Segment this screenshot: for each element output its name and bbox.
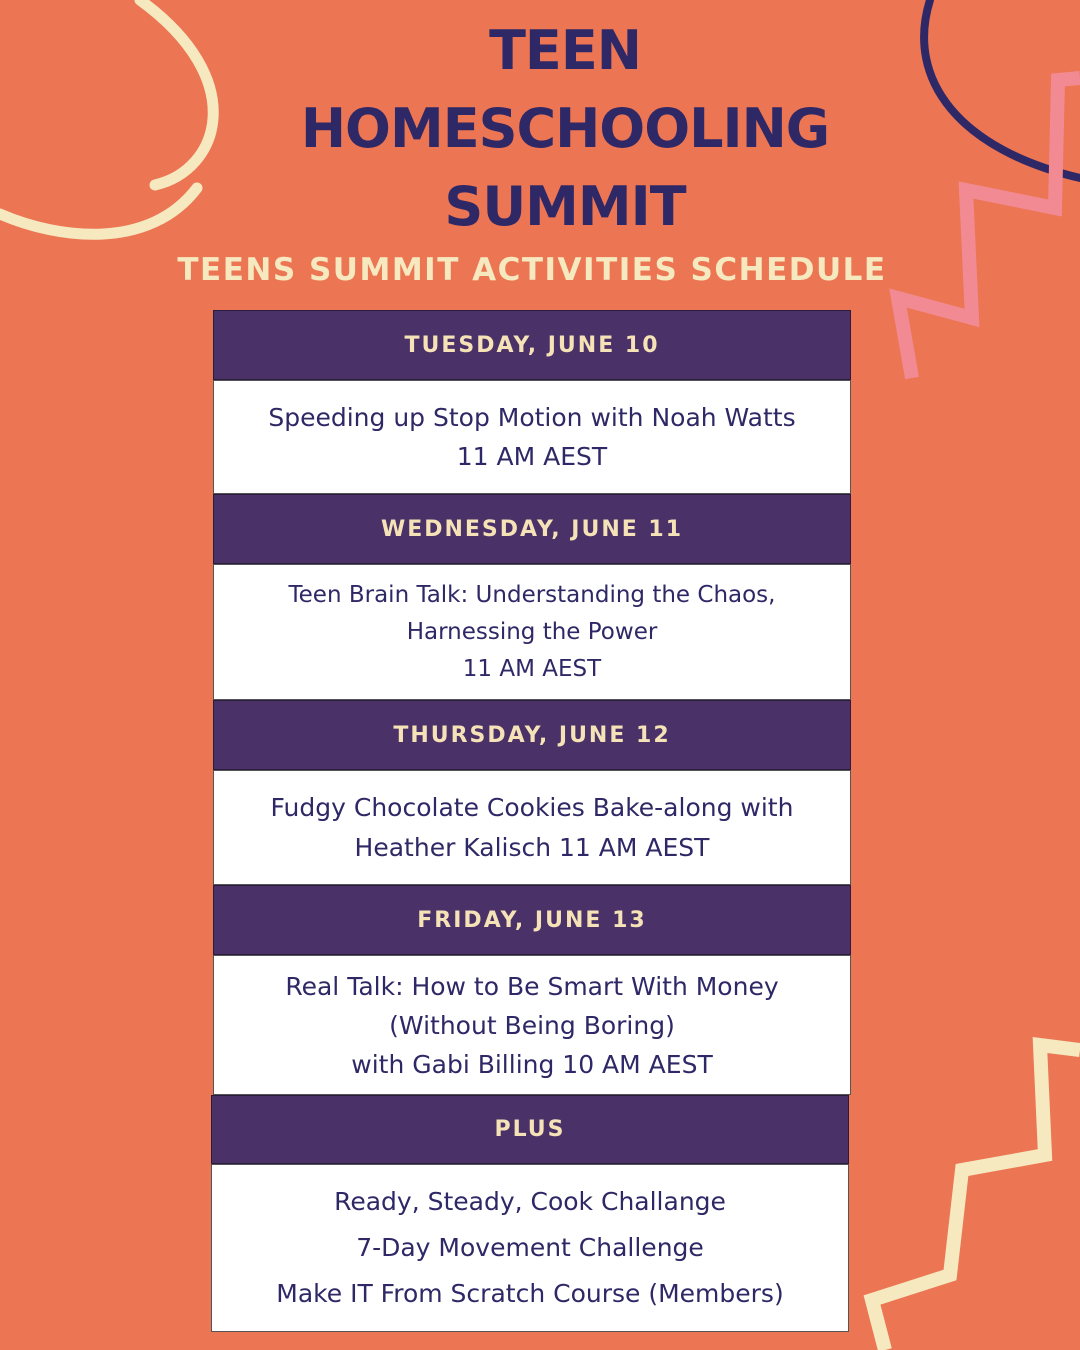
event-line: (Without Being Boring)	[389, 1010, 675, 1040]
title-line: HOMESCHOOLING	[300, 97, 830, 160]
event-line: Make IT From Scratch Course (Members)	[276, 1279, 784, 1308]
event-line: 11 AM AEST	[462, 655, 602, 682]
event-line: Ready, Steady, Cook Challange	[334, 1187, 726, 1216]
event-line: Harnessing the Power	[406, 618, 658, 645]
event-line: Real Talk: How to Be Smart With Money	[285, 971, 779, 1001]
day-header-friday: FRIDAY, JUNE 13	[213, 885, 851, 955]
day-header-wednesday: WEDNESDAY, JUNE 11	[213, 494, 851, 564]
event-card-plus	[211, 1164, 849, 1332]
event-card-friday	[213, 955, 851, 1095]
event-line: Speeding up Stop Motion with Noah Watts	[268, 403, 796, 432]
event-card-wednesday	[213, 564, 851, 700]
cream-zigzag-shape	[872, 1045, 1080, 1350]
event-line: 7-Day Movement Challenge	[356, 1233, 704, 1262]
event-line: with Gabi Billing 10 AM AEST	[351, 1049, 713, 1079]
event-line: Teen Brain Talk: Understanding the Chaos,	[288, 581, 776, 608]
day-header-thursday: THURSDAY, JUNE 12	[213, 700, 851, 770]
event-line: Fudgy Chocolate Cookies Bake-along with	[270, 792, 794, 822]
schedule-subtitle: TEENS SUMMIT ACTIVITIES SCHEDULE	[177, 252, 887, 288]
event-line: Heather Kalisch 11 AM AEST	[354, 832, 710, 862]
title-line: SUMMIT	[444, 175, 686, 238]
event-card-thursday	[213, 770, 851, 885]
day-header-tuesday: TUESDAY, JUNE 10	[213, 310, 851, 380]
page-title	[0, 12, 1080, 246]
event-line: 11 AM AEST	[456, 442, 608, 471]
title-line: TEEN	[489, 19, 641, 82]
day-header-plus: PLUS	[211, 1095, 849, 1164]
event-card-tuesday	[213, 380, 851, 494]
